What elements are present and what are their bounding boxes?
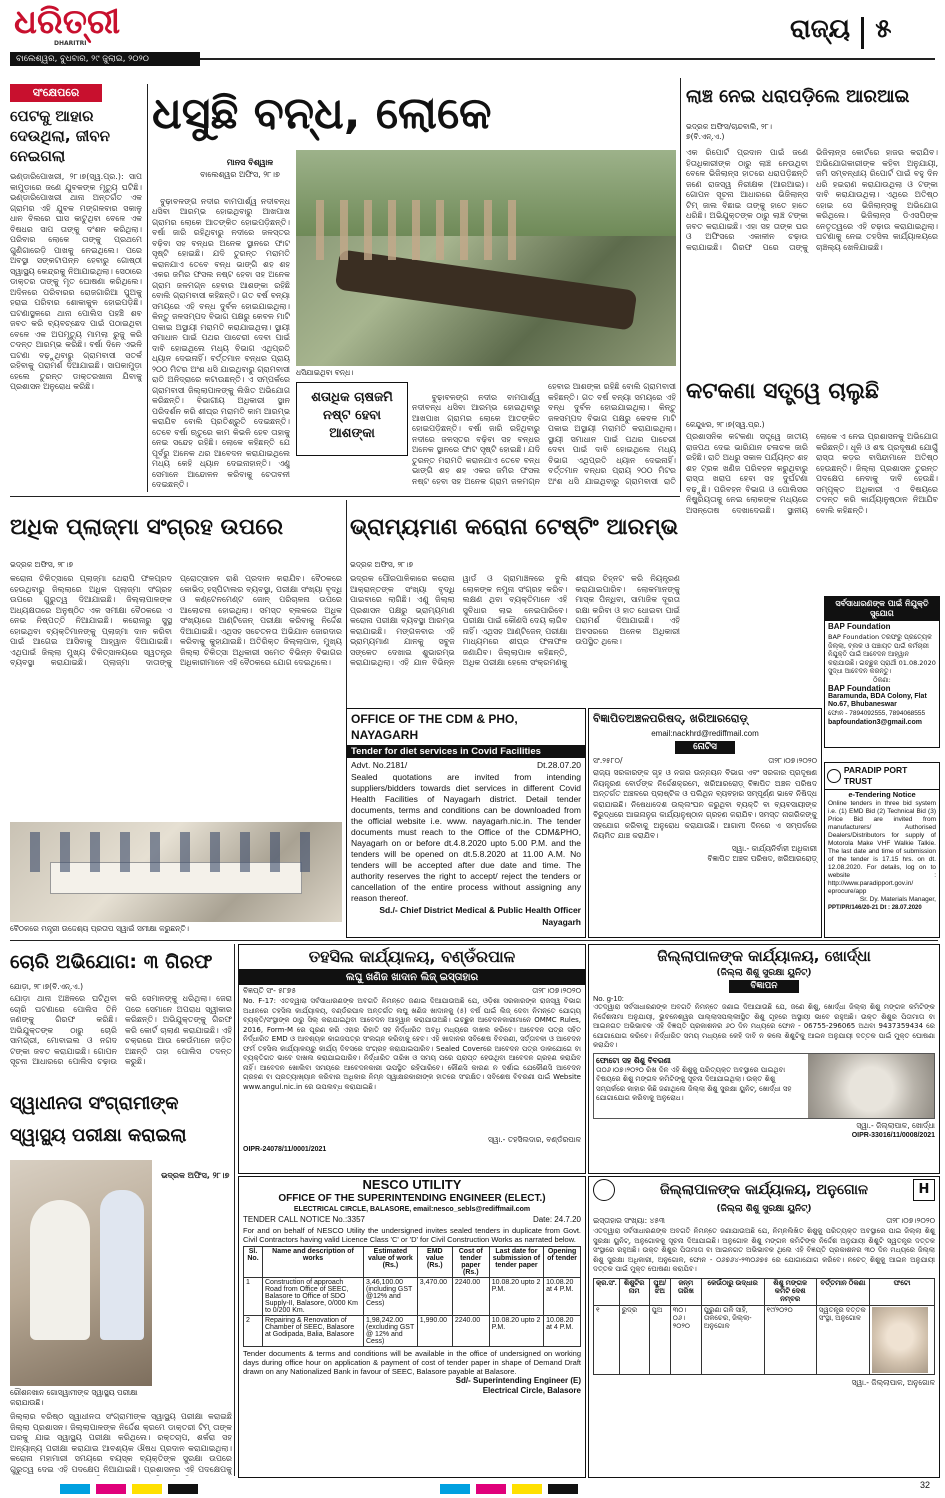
ad-khurda-ref: No. g-10: — [593, 994, 624, 1003]
ad-nesco — [238, 1176, 586, 1478]
ad-paradip — [824, 762, 940, 938]
ad-khariar-ref-row — [589, 756, 821, 766]
nesco-table — [243, 1246, 581, 1347]
color-bar-yellow-2 — [512, 1484, 542, 1494]
plasma-body: କରୋନା ଚିକିତ୍ସାରେ ପ୍ଲାଜ୍ମା ଥେରାପି ଫଳପ୍ରଦ ହେଉଥିବାରୁ ଜିଲ୍ଲାରେ ଅଧିକ ପ୍ଲାଜ୍ମା ସଂଗ୍ରହ ଉପରେ ଗୁରୁତ୍ୱ ଦିଆଯାଇଛି। ଜିଲ୍ଲାପାଳଙ୍କ ଅଧ୍ୟକ୍ଷତାରେ ଅନୁଷ୍ଠିତ ଏକ ସମୀକ୍ଷା ବୈଠକରେ ଏ ନେଇ ନିଷ୍ପତ୍ତି ନିଆଯାଇଛି। କରୋନାରୁ ସୁସ୍ଥ ହୋଇଥିବା ବ୍ୟକ୍ତିମାନଙ୍କୁ ପ୍ଲାଜ୍ମା ଦାନ କରିବା ପାଇଁ ଆଗେଇ ଆସିବାକୁ ଆହ୍ୱାନ ଦିଆଯାଇଛି। ଏଥିପାଇଁ ଜିଲ୍ଲା ମୁଖ୍ୟ ଚିକିତ୍ସାଳୟରେ ସ୍ୱତନ୍ତ୍ର ବ୍ୟବସ୍ଥା କରାଯାଇଛି। ପ୍ଲାଜ୍ମା ଦାତାଙ୍କୁ ପ୍ରୋତ୍ସାହନ ରାଶି ପ୍ରଦାନ କରାଯିବ। ବୈଠକରେ କୋଭିଡ୍ ହସ୍ପିଟାଲର ବ୍ୟବସ୍ଥା, ପରୀକ୍ଷା ସଂଖ୍ୟା ବୃଦ୍ଧି ଓ କଣ୍ଟେନମେଣ୍ଟ ଜୋନ୍ ପରିଚାଳନା ଉପରେ ଆଲୋଚନା ହୋଇଥିଲା। ସମସ୍ତ ବ୍ଲକରେ ଅଧିକ ସଂଖ୍ୟାରେ ଆଣ୍ଟିଜେନ୍ ପରୀକ୍ଷା କରିବାକୁ ନିର୍ଦ୍ଦେଶ ଦିଆଯାଇଛି। ଏଥିସହ ସଚେତନତା ଅଭିଯାନ ଜୋରଦାର କରିବାକୁ କୁହାଯାଇଛି। ଅତିରିକ୍ତ ଜିଲ୍ଲାପାଳ, ମୁଖ୍ୟ ଜିଲ୍ଲା ଚିକିତ୍ସା ଅଧିକାରୀ ସମେତ ବିଭିନ୍ନ ବିଭାଗର ଅଧିକାରୀମାନେ ଏହି ବୈଠକରେ ଯୋଗ ଦେଇଥିଲେ। — [10, 574, 342, 667]
section-label — [790, 6, 940, 52]
ad-nesco-office: OFFICE OF THE SUPERINTENDING ENGINEER (ELECT.) — [278, 1193, 546, 1204]
child-photo — [808, 1054, 934, 1118]
ad-khurda-ref2: OIPR-33016/11/0008/2021 — [851, 1131, 935, 1139]
table-cell: ପୁରୁଣା ଗଳି ସାହି, ତାଳଚେର, ଜିଲ୍ଲା-ଅନୁଗୋଳ — [701, 1305, 764, 1374]
table-cell: 1,98,242.00 (excluding GST @ 12% and Cess) — [364, 1316, 418, 1347]
plasma-headline: ଅଧିକ ପ୍ଲାଜ୍ମା ସଂଗ୍ରହ ଉପରେ — [10, 515, 284, 540]
angul-col-cwc: ଶିଶୁ ମଙ୍ଗଳ କମିଟି ଦେଶ ନମ୍ବର — [764, 1278, 816, 1305]
mobile-test-body: ଭଦ୍ରକ ପୌରପାଳିକାରେ କରୋନା ଆକ୍ରାନ୍ତଙ୍କ ସଂଖ୍ୟା ବୃଦ୍ଧି ପାଇବାରେ ଲାଗିଛି। ଏଣୁ ଜିଲ୍ଲା ପ୍ରଶାସନ ପକ୍ଷରୁ ଭ୍ରାମ୍ୟମାଣ କରୋନା ପରୀକ୍ଷା ବ୍ୟବସ୍ଥା ଆରମ୍ଭ କରାଯାଇଛି। ମଙ୍ଗଳବାର ଏହି ଭ୍ରାମ୍ୟମାଣ ଯାନକୁ ସବୁଜ ସଙ୍କେତ ଦେଖାଇ ଶୁଭାରମ୍ଭ କରାଯାଇଥିଲା। ଏହି ଯାନ ବିଭିନ୍ନ ୱାର୍ଡ ଓ ଗ୍ରାମାଞ୍ଚଳରେ ବୁଲି ଲୋକଙ୍କ ନମୁନା ସଂଗ୍ରହ କରିବ। ଲକ୍ଷଣ ଥିବା ବ୍ୟକ୍ତିମାନେ ଏହି ସୁବିଧାର ଲାଭ ନେଇପାରିବେ। ପରୀକ୍ଷା ପାଇଁ କୌଣସି ଦେୟ ଲାଗିବ ନାହିଁ। ଏଥିସହ ଆଣ୍ଟିଜେନ୍ ପରୀକ୍ଷା ମାଧ୍ୟମରେ ଶୀଘ୍ର ଫଳାଫଳ ଜଣାଯିବ। ଜିଲ୍ଲାପାଳ କହିଛନ୍ତି, ଅଧିକ ପରୀକ୍ଷା ହେଲେ ସଂକ୍ରମଣକୁ ଶୀଘ୍ର ଚିହ୍ନଟ କରି ନିୟନ୍ତ୍ରଣ କରାଯାଇପାରିବ। ଲୋକମାନଙ୍କୁ ମାସ୍କ ପିନ୍ଧିବା, ସାମାଜିକ ଦୂରତା ରକ୍ଷା କରିବା ଓ ହାତ ଧୋଇବା ପାଇଁ ପରାମର୍ଶ ଦିଆଯାଇଛି। ଏହି ଅବସରରେ ଅନେକ ଅଧିକାରୀ ଉପସ୍ଥିତ ଥିଲେ। — [350, 574, 680, 667]
ad-khurda-child-head: ଫୋଟୋ ସହ ଶିଶୁ ବିବରଣୀ — [596, 1055, 671, 1065]
ad-tahasil — [238, 944, 586, 1174]
ad-ppt-body: Online tenders in three bid system i.e. (1) EMD Bid (2) Technical Bid (3) Price Bid are invited from manufacturers/ Authorised Dealers/Distributors for supply of Motorola Make VHF Walkie Talkie. The last date and time of submission of the tender is 17.15 hrs. on dt. 12.08.2020. For details, log on to website : http://www.paradipport.gov.in/ eprocure/app — [828, 800, 936, 895]
table-cell: ସ୍ୱତନ୍ତ୍ର ଦତ୍ତକ ସଂସ୍ଥା, ଅନୁଗୋଳ — [816, 1305, 869, 1374]
transport-body: ପ୍ରଶାସନିକ କଟକଣା ସତ୍ତ୍ୱେ ଜାତୀୟ ରାଜପଥ ଦେଇ ଭାରିଯାନ ଚଳାଚଳ ଜାରି ରହିଛି। ରାତି ଅଧରୁ ସକାଳ ପର୍ଯ୍ୟନ୍ତ ଶହ ଶହ ଟ୍ରକ ଖଣିଜ ପରିବହନ କରୁଥିବାରୁ ରାସ୍ତା ଖରାପ ହେବା ସହ ଦୁର୍ଘଟଣା ବଢ଼ୁଛି। ପରିବହନ ବିଭାଗ ଓ ପୋଲିସର ନିଷ୍କ୍ରିୟତାକୁ ନେଇ ଲୋକଙ୍କ ମଧ୍ୟରେ ଅସନ୍ତୋଷ ଦେଖାଦେଇଛି। ସ୍ଥାନୀୟ ଲୋକେ ଏ ନେଇ ପ୍ରଶାସନକୁ ଅଭିଯୋଗ କରିଛନ୍ତି। ଧୂଳି ଓ ଶବ୍ଦ ପ୍ରଦୂଷଣ ଯୋଗୁଁ ରାସ୍ତା କଡ଼ର ବାସିନ୍ଦାମାନେ ଅତିଷ୍ଠ ହେଉଛନ୍ତି। ଜିଲ୍ଲା ପ୍ରଶାସନ ତୁରନ୍ତ ପଦକ୍ଷେପ ନେବାକୁ ଦାବି ହେଉଛି। ସମ୍ପୃକ୍ତ ଅଧିକାରୀ ଏ ବିଷୟରେ ତଦନ୍ତ କରି କାର୍ଯ୍ୟାନୁଷ୍ଠାନ ନିଆଯିବ ବୋଲି କହିଛନ୍ତି। — [686, 432, 938, 515]
lead-photo — [296, 150, 676, 366]
freedom-headline: ସ୍ୱାଧୀନତା ସଂଗ୍ରାମୀଙ୍କ ସ୍ୱାସ୍ଥ୍ୟ ପରୀକ୍ଷା କରାଇଲା — [10, 1093, 187, 1146]
ad-angul — [588, 1176, 940, 1478]
ad-khariar-notice: ନୋଟିସ — [675, 741, 735, 754]
nesco-col-emd: EMD value (Rs.) — [417, 1247, 452, 1278]
angul-table — [593, 1278, 935, 1375]
ad-angul-sign: ସ୍ୱା.- ଜିଲ୍ଲାପାଳ, ଅନୁଗୋଳ — [851, 1377, 935, 1387]
lead-body-continued: ବୁଢ଼ାବଳଙ୍ଗ ନଦୀର ବାମପାର୍ଶ୍ୱ ନଦୀବନ୍ଧ ଧସିବା ଆରମ୍ଭ ହୋଇଥିବାରୁ ଆଖପାଖ ଗ୍ରାମର ଲୋକେ ଆତଙ୍କିତ ହୋଇପଡ଼ିଛନ୍ତି। ବର୍ଷା ଜାରି ରହିଥିବାରୁ ନଦୀରେ ଜଳସ୍ତର ବଢ଼ିବା ସହ ବନ୍ଧର ଅନେକ ସ୍ଥାନରେ ଫାଟ ସୃଷ୍ଟି ହୋଇଛି। ଯଦି ତୁରନ୍ତ ମରାମତି କରାନଯାଏ ତେବେ ବନ୍ଧ ଭାଙ୍ଗି ଶହ ଶହ ଏକର ଜମିର ଫସଲ ନଷ୍ଟ ହେବା ସହ ଅନେକ ଗ୍ରାମ ଜଳମଗ୍ନ ହେବାର ଆଶଙ୍କା ରହିଛି ବୋଲି ଗ୍ରାମବାସୀ କହିଛନ୍ତି। ଗତ ବର୍ଷ ବନ୍ୟା ସମୟରେ ଏହି ବନ୍ଧ ଦୁର୍ବଳ ହୋଇଯାଇଥିଲା। କିନ୍ତୁ ଜଳସମ୍ପଦ ବିଭାଗ ପକ୍ଷରୁ କେବଳ ମାଟି ପକାଇ ଅସ୍ଥାୟୀ ମରାମତି କରାଯାଇଥିଲା। ସ୍ଥାୟୀ ସମାଧାନ ପାଇଁ ପଥର ପାଚେରୀ ଦେବା ପାଇଁ ଦାବି ହୋଇଥିଲେ ମଧ୍ୟ ବିଭାଗ ଏଥିପ୍ରତି ଧ୍ୟାନ ଦେଇନାହିଁ। ବର୍ତ୍ତମାନ ବନ୍ଧର ପ୍ରାୟ ୨୦୦ ମିଟର ଅଂଶ ଧସି ଯାଇଥିବାରୁ ଗ୍ରାମବାସୀ ରାତି — [412, 382, 676, 486]
ad-bap-title: ସର୍ବସାଧାରଣଙ୍କ ପାଇଁ ନିଯୁକ୍ତି ସୁଯୋଗ — [825, 597, 939, 621]
ad-ppt-subtitle: e-Tendering Notice — [848, 790, 916, 799]
ad-nesco-circle: ELECTRICAL CIRCLE, BALASORE, email:nesco_sebls@rediffmail.com — [293, 1206, 531, 1213]
emblem-icon — [593, 1179, 615, 1201]
section-name: ରାଜ୍ୟ — [790, 14, 851, 44]
ad-khurda-child-body: ତା୦୬।୦୭।୨୦୨୦ ରିଖ ଦିନ ଏହି ଶିଶୁକୁ ପରିତ୍ୟକ୍ତ ଅବସ୍ଥାରେ ପାଇଥିବା ବିଷୟରେ ଶିଶୁ ମଙ୍ଗଳ କମିଟିଙ୍କୁ ସୂଚନା ଦିଆଯାଇଥିଲା। ଉକ୍ତ ଶିଶୁ ସମ୍ପର୍କରେ କାହାର କିଛି ଜଣାଥିଲେ ଜିଲ୍ଲା ଶିଶୁ ସୁରକ୍ଷା ୟୁନିଟ୍, ଖୋର୍ଦ୍ଧା ସହ ଯୋଗାଯୋଗ କରିବାକୁ ଅନୁରୋଧ। — [596, 1065, 792, 1102]
ad-nesco-footer: Tender documents & terms and conditions will be available in the office of undersigned on working days during office hour on application & payment of cost of tender paper in shape of Demand Draft drawn on any Nationalized Bank in favour of SEEC, Balasore payable at Balasore. — [243, 1349, 581, 1376]
ad-khurda — [588, 944, 940, 1174]
table-cell: ୧ — [594, 1305, 620, 1374]
photo-man — [30, 1200, 90, 1340]
ad-nesco-date: Date: 24.7.20 — [532, 1215, 581, 1224]
freedom-body: ଜିଲ୍ଲାର ବରିଷ୍ଠ ସ୍ୱାଧୀନତା ସଂଗ୍ରାମୀଙ୍କ ସ୍ୱାସ୍ଥ୍ୟ ପରୀକ୍ଷା କରାଇଛି ଜିଲ୍ଲା ପ୍ରଶାସନ। ଜିଲ୍ଲାପାଳଙ୍କ ନିର୍ଦ୍ଦେଶ କ୍ରମେ ଡାକ୍ତରୀ ଟିମ୍ ତାଙ୍କ ଘରକୁ ଯାଇ ସ୍ୱାସ୍ଥ୍ୟ ପରୀକ୍ଷା କରିଥିଲେ। ରକ୍ତଚାପ, ଶର୍କରା ସହ ଅନ୍ୟାନ୍ୟ ପରୀକ୍ଷା କରାଯାଇ ଆବଶ୍ୟକ ଔଷଧ ପ୍ରଦାନ କରାଯାଇଥିଲା। କରୋନା ମହାମାରୀ ସମୟରେ ବୟସ୍କ ବ୍ୟକ୍ତିଙ୍କ ସୁରକ୍ଷା ଉପରେ ଗୁରୁତ୍ୱ ଦେଇ ଏହି ପଦକ୍ଷେପ ନିଆଯାଇଛି। ପ୍ରଶାସନର ଏହି ପଦକ୍ଷେପକୁ — [10, 1412, 232, 1474]
freedom-body-side — [156, 1160, 232, 1386]
ad-cdm-advt-row — [347, 758, 585, 772]
col-rule-2 — [680, 78, 681, 492]
ad-khurda-sign: ସ୍ୱା.- ଜିଲ୍ଲାପାଳ, ଖୋର୍ଦ୍ଧା — [856, 1120, 935, 1130]
ad-bap-org: BAP Foundation — [828, 622, 891, 631]
ad-bap-address-org: BAP Foundation — [828, 683, 891, 693]
table-cell: 2240.00 — [452, 1278, 489, 1316]
logo — [14, 4, 164, 48]
ad-khurda-subtitle: (ଜିଲ୍ଲା ଶିଶୁ ସୁରକ୍ଷା ୟୁନିଟ୍) — [716, 968, 812, 978]
nesco-col-opening: Opening of tender — [544, 1247, 581, 1278]
nesco-col-name: Name and description of works — [263, 1247, 364, 1278]
table-cell: 2 — [244, 1316, 263, 1347]
anchor-icon — [827, 769, 841, 783]
ad-cdm-nayagarh — [346, 708, 586, 938]
ad-tahasil-date: ତା୨୮।୦୭।୨୦୨୦ — [532, 986, 581, 995]
table-cell: ରୁଦ୍ର — [619, 1305, 649, 1374]
dateline-bar — [10, 52, 200, 66]
ad-cdm-place: Nayagarh — [542, 917, 581, 927]
lead-body-cont — [412, 382, 676, 492]
photo-people — [316, 200, 516, 260]
ad-bap-body: BAP Foundation ତରଫରୁ ପ୍ରତ୍ୟେକ ଜିଲ୍ଲା, ବ୍ଲକ ଓ ପଞ୍ଚାୟତ ପାଇଁ କର୍ମଚାରୀ ନିଯୁକ୍ତି ପାଇଁ ଆବେଦନ ଆହ୍ୱାନ କରାଯାଉଛି। ଇଚ୍ଛୁକ ପ୍ରାର୍ଥୀ 01.08.2020 ସୁଦ୍ଧା ଆବେଦନ କରନ୍ତୁ। — [828, 633, 936, 675]
bribe-body: ଏକ ରିପୋର୍ଟ ପ୍ରଦାନ ପାଇଁ ଜଣେ ହିତାଧିକାରୀଙ୍କ ଠାରୁ ଲାଞ୍ଚ ନେଉଥିବା ବେଳେ ଭିଜିଲାନ୍ସ ହାତରେ ଧରାପଡ଼ିଛନ୍ତି ଜଣେ ରାଜସ୍ୱ ନିରୀକ୍ଷକ (ଆରଆଇ)। ଗୋପନ ସୂଚନା ଆଧାରରେ ଭିଜିଲାନ୍ସ ଟିମ୍ ଜାଲ ବିଛାଇ ତାଙ୍କୁ ହାତେ ହାତେ ଧରିଛି। ଅଭିଯୁକ୍ତଙ୍କ ଠାରୁ ଲାଞ୍ଚ ଟଙ୍କା ଜବତ କରାଯାଇଛି। ଏହା ସହ ତାଙ୍କ ଘର ଓ ଅଫିସରେ ଏକାଳୀନ ଚଢ଼ାଉ କରାଯାଇଛି। ଗିରଫ ପରେ ତାଙ୍କୁ ଭିଜିଲାନ୍ସ କୋର୍ଟରେ ହାଜର କରାଯିବ। ଅଭିଯୋଗକାରୀଙ୍କ କହିବା ଅନୁଯାୟୀ, ଜମି ସମ୍ବନ୍ଧୀୟ ରିପୋର୍ଟ ପାଇଁ ବହୁ ଦିନ ଧରି ହଇରାଣ କରାଯାଉଥିଲା ଓ ଟଙ୍କା ଦାବି କରାଯାଉଥିଲା। ଏଥିରେ ଅତିଷ୍ଠ ହୋଇ ସେ ଭିଜିଲାନ୍ସକୁ ଅଭିଯୋଗ କରିଥିଲେ। ଭିଜିଲାନ୍ସ ଡିଏସପିଙ୍କ ନେତୃତ୍ୱରେ ଏହି ଚଢ଼ାଉ କରାଯାଇଥିଲା। ଘଟଣାକୁ ନେଇ ତହସିଲ କାର୍ଯ୍ୟାଳୟରେ ଚାଞ୍ଚଲ୍ୟ ଖେଳିଯାଇଛି। — [686, 148, 938, 252]
ad-tahasil-subtitle: ଲଘୁ ଖଣିଜ ଖାଦାନ ଲିଜ୍ ଇସ୍ତାହାର — [239, 970, 585, 985]
lead-photo-caption: ଧସିଯାଇଥିବା ବନ୍ଧ। — [296, 368, 354, 377]
transport-headline: କଟକଣା ସତ୍ତ୍ୱେ ଚାଲୁଛି — [686, 379, 880, 404]
ad-angul-date: ତା୨୮।୦୭।୨୦୨୦ — [886, 1216, 935, 1225]
brief-headline: ପେଟକୁ ଆହାର ଦେଉଥିଲା, ଜୀବନ ନେଇଗଲା — [10, 107, 110, 165]
ad-nesco-notice-no: TENDER CALL NOTICE No.:3357 — [243, 1215, 365, 1224]
angul-col-dob: ଜନ୍ମ ତାରିଖ — [670, 1278, 701, 1305]
ad-cdm-advt: Advt. No.2181/ — [351, 760, 408, 770]
ad-angul-subtitle: (ଜିଲ୍ଲା ଶିଶୁ ସୁରକ୍ଷା ୟୁନିଟ୍) — [716, 1204, 812, 1214]
theft-body: ଯୋଡ଼ା ଥାନା ଅଞ୍ଚଳରେ ଘଟିଥିବା ଚୋରି ଘଟଣାରେ ପୋଲିସ ତିନି ଜଣଙ୍କୁ ଗିରଫ କରିଛି। ଅଭିଯୁକ୍ତଙ୍କ ଠାରୁ ଚୋରି ସାମଗ୍ରୀ, ମୋବାଇଲ ଓ ନଗଦ ଟଙ୍କା ଜବତ କରାଯାଇଛି। ଗୋପନ ସୂଚନା ଆଧାରରେ ପୋଲିସ ଚଢ଼ାଉ କରି ସେମାନଙ୍କୁ ଧରିଥିଲା। ଜେରା ପରେ ସେମାନେ ଅପରାଧ ସ୍ୱୀକାର କରିଛନ୍ତି। ଅଭିଯୁକ୍ତଙ୍କୁ ଗିରଫ କରି କୋର୍ଟ ଚାଲାଣ କରାଯାଇଛି। ଏହି ଚକ୍ରରେ ଆଉ କେଉଁମାନେ ଜଡ଼ିତ ଅଛନ୍ତି ତାହା ପୋଲିସ ତଦନ୍ତ କରୁଛି। — [10, 994, 232, 1066]
ad-khurda-tag: ବିଜ୍ଞାପନ — [729, 980, 799, 993]
ad-nesco-notice-row — [239, 1214, 585, 1226]
table-row — [244, 1316, 581, 1347]
angul-col-name: ଶିଶୁଟିର ନାମ — [619, 1278, 649, 1305]
ad-khurda-child-box — [593, 1053, 935, 1119]
ad-khariar — [588, 708, 822, 938]
ad-khariar-title: ବିଜ୍ଞାପିତଅଞ୍ଚଳପରିଷଦ୍, ଖରିଆରରୋଡ଼୍ — [593, 712, 748, 725]
ad-tahasil-sign: ସ୍ୱା.- ତହସିଲଦାର, ବଣ୍ଡଁରପାଳ — [488, 1135, 581, 1144]
color-bar-cyan-2 — [440, 1484, 470, 1494]
ad-tahasil-title: ତହସିଲ କାର୍ଯ୍ୟାଳୟ, ବଣ୍ଡଁରପାଳ — [239, 945, 585, 970]
angul-col-gender: ପୁଅ/ଝିଅ — [649, 1278, 670, 1305]
brief-body: ଭଣ୍ଡାରିପୋଖରୀ, ୨୮।୭(ସ୍ୱ.ପ୍ର.): ସାପ କାମୁଡ଼ାରେ ଜଣେ ଯୁବକଙ୍କ ମୃତ୍ୟୁ ଘଟିଛି। ଭଣ୍ଡାରିପୋଖରୀ ଥାନା ଅନ୍ତର୍ଗତ ଏକ ଗ୍ରାମର ଏହି ଯୁବକ ମଙ୍ଗଳବାର ସକାଳୁ ଧାନ ବିଲରେ ଘାସ କାଟୁଥିବା ବେଳେ ଏକ ବିଷଧର ସାପ ତାଙ୍କୁ ଦଂଶନ କରିଥିଲା। ପରିବାର ଲୋକେ ତାଙ୍କୁ ପ୍ରଥମେ ଗୁଣିଗାରେଡ଼ି ପାଖକୁ ନେଇଥିଲେ। ପରେ ଅବସ୍ଥା ସଙ୍କଟାପନ୍ନ ହେବାରୁ ଗୋଷ୍ଠୀ ସ୍ୱାସ୍ଥ୍ୟ କେନ୍ଦ୍ରକୁ ନିଆଯାଇଥିଲା। ସେଠାରେ ଡାକ୍ତର ତାଙ୍କୁ ମୃତ ଘୋଷଣା କରିଥିଲେ। ଅଦିନରେ ପରିବାରର ରୋଜଗାରିଆ ପୁଅକୁ ହରାଇ ପରିବାର ଶୋକାକୁଳ ହୋଇପଡ଼ିଛି। ଘଟଣାସ୍ଥଳରେ ଥାନା ପୋଲିସ ପହଞ୍ଚି ଶବ ଜବତ କରି ବ୍ୟବଚ୍ଛେଦ ପାଇଁ ପଠାଇଥିବା ବେଳେ ଏକ ଅପମୃତ୍ୟୁ ମାମଲା ରୁଜୁ କରି ତଦନ୍ତ ଆରମ୍ଭ କରିଛି। ବର୍ଷା ଦିନେ ଏଭଳି ଘଟଣା ବଢ଼ୁଥିବାରୁ ଗ୍ରାମବାସୀ ସତର୍କ ରହିବାକୁ ପରାମର୍ଶ ଦିଆଯାଇଛି। ସାପକାମୁଡ଼ା ହେଲେ ତୁରନ୍ତ ଡାକ୍ତରଖାନା ଯିବାକୁ ପ୍ରଶାସନ ଅନୁରୋଧ କରିଛି। — [10, 172, 142, 391]
brief-tag — [10, 84, 102, 102]
ad-tahasil-ref2: OIPR-24078/11/0001/2021 — [243, 1146, 327, 1153]
ad-ppt-header — [825, 763, 939, 790]
logo-subtext: DHARITRI — [54, 40, 87, 47]
page-number: ୫ — [875, 14, 892, 44]
nesco-col-cost: Cost of tender paper (Rs.) — [452, 1247, 489, 1278]
plasma-photo — [10, 822, 342, 922]
ad-bap-phone: ଫୋନ - 7894092555, 7894068555 — [828, 709, 926, 717]
ad-khurda-title: ଜିଲ୍ଲାପାଳଙ୍କ କାର୍ଯ୍ୟାଳୟ, ଖୋର୍ଦ୍ଧା — [657, 947, 871, 965]
ad-khariar-ref: ସଂ.୨୫୮୦/ — [593, 756, 623, 765]
nesco-col-lastdate: Last date for submission of tender paper — [489, 1247, 543, 1278]
table-cell: 1 — [244, 1278, 263, 1316]
freedom-photo — [10, 1160, 152, 1386]
angul-col-address: ବର୍ତ୍ତମାନ ଠିକଣା — [816, 1278, 869, 1305]
lead-body-col1 — [152, 186, 290, 492]
lead-pull-quote — [296, 382, 408, 456]
table-cell: 1,990.00 — [417, 1316, 452, 1347]
ad-tahasil-ref: ବିଜ୍ଞପ୍ତି ସଂ- ୫୮୭୫ — [243, 986, 297, 995]
footer — [0, 1478, 945, 1498]
photo-crack — [335, 249, 638, 330]
ad-khariar-date: ତା୨୮।୦୭।୨୦୨୦ — [768, 756, 817, 765]
ad-khariar-email: email:nackhrd@rediffmail.com — [651, 729, 759, 738]
ad-bap-address-head: ଠିକଣା: — [873, 675, 891, 684]
color-bar-yellow — [132, 1484, 162, 1494]
plasma-dateline: ଭଦ୍ରକ ଅଫିସ, ୨୮।୭ — [10, 560, 74, 569]
ad-tahasil-body: No. F-17: ଏତଦ୍ୱାରା ସର୍ବସାଧାରଣଙ୍କ ଅବଗତି ନିମନ୍ତେ ଜଣାଇ ଦିଆଯାଉଅଛି ଯେ, ଓଡ଼ିଶା ସରକାରଙ୍କ ରାଜସ୍ୱ ବିଭାଗ ଅଧୀନରେ ତହସିଲ କାର୍ଯ୍ୟାଳୟ, ବଣ୍ଡଁରପାଳ ଅନ୍ତର୍ଗତ ଲଘୁ ଖଣିଜ ଖାଦାନକୁ (୫) ବର୍ଷ ପାଇଁ ଲିଜ୍ ଦେବା ନିମନ୍ତେ ଯୋଗ୍ୟ ବ୍ୟକ୍ତି/ସଂସ୍ଥାଙ୍କ ଠାରୁ ସିଲ୍ କରାଯାଇଥିବା ଆବେଦନ ଆହ୍ୱାନ କରାଯାଉଅଛି। ଇଚ୍ଛୁକ ଆବେଦନକାରୀମାନେ OMMC Rules, 2016, Form-M ରେ ପୂରଣ କରି ଏହାର ରିହାତି ସହ ନିର୍ଦ୍ଧାରିତ ଅବଧି ମଧ୍ୟରେ ଦାଖଲ କରିବେ। ଆବେଦନ ପତ୍ର ସହିତ ନିର୍ଦ୍ଧାରିତ EMD ଓ ଆବଶ୍ୟକ କାଗଜପତ୍ର ସଂଲଗ୍ନ କରିବାକୁ ହେବ। ଏହି ଖାଦାନର ସବିଶେଷ ବିବରଣୀ, ସର୍ତ୍ତାବଳୀ ଓ ଆବେଦନ ଫର୍ମ ତହସିଲ କାର୍ଯ୍ୟାଳୟରୁ କାର୍ଯ୍ୟ ଦିବସରେ ସଂଗ୍ରହ କରାଯାଇପାରିବ। Sealed Coverରେ ଆବେଦନ ପତ୍ର ଡାକଯୋଗେ ବା ବ୍ୟକ୍ତିଗତ ଭାବେ ଦାଖଲ କରାଯାଇପାରିବ। ନିର୍ଦ୍ଧାରିତ ତାରିଖ ଓ ସମୟ ପରେ ପ୍ରାପ୍ତ ହେଉଥିବା ଆବେଦନ ଗ୍ରହଣ କରାଯିବ ନାହିଁ। ଆବେଦନ ଖୋଲିବା ସମୟରେ ଆବେଦନକାରୀ ଉପସ୍ଥିତ ରହିପାରିବେ। କୌଣସି କାରଣ ନ ଦର୍ଶାଇ ଯେକୌଣସି ଆବେଦନ ଗ୍ରହଣ ବା ପ୍ରତ୍ୟାଖ୍ୟାନ କରିବାର ଅଧିକାର ନିମ୍ନ ସ୍ୱାକ୍ଷରକାରୀଙ୍କ ହାତରେ ସଂରକ୍ଷିତ। ସବିଶେଷ ବିବରଣୀ ପାଇଁ Website www.angul.nic.in ରେ ଉପଲବ୍ଧ କରାଯାଇଛି। — [243, 997, 581, 1091]
ad-bap-email: bapfoundation3@gmail.com — [828, 718, 922, 726]
color-bar-magenta-2 — [476, 1484, 506, 1494]
angul-col-photo: ଫଟୋ — [870, 1278, 935, 1305]
col-rule-4 — [234, 944, 235, 1476]
bribe-headline: ଲାଞ୍ଚ ନେଇ ଧରାପଡ଼ିଲେ ଆରଆଇ — [686, 86, 910, 107]
ad-cdm-sign: Sd./- Chief District Medical & Public Health Officer — [379, 905, 581, 915]
lead-dateline: ବାଲେଶ୍ୱର ଅଫିସ, ୨୮।୭ — [200, 170, 280, 179]
footer-page: 32 — [920, 1480, 931, 1490]
lead-body: ବୁଢ଼ାବଳଙ୍ଗ ନଦୀର ବାମପାର୍ଶ୍ୱ ନଦୀବନ୍ଧ ଧସିବା ଆରମ୍ଭ ହୋଇଥିବାରୁ ଆଖପାଖ ଗ୍ରାମର ଲୋକେ ଆତଙ୍କିତ ହୋଇପଡ଼ିଛନ୍ତି। ବର୍ଷା ଜାରି ରହିଥିବାରୁ ନଦୀରେ ଜଳସ୍ତର ବଢ଼ିବା ସହ ବନ୍ଧର ଅନେକ ସ୍ଥାନରେ ଫାଟ ସୃଷ୍ଟି ହୋଇଛି। ଯଦି ତୁରନ୍ତ ମରାମତି କରାନଯାଏ ତେବେ ବନ୍ଧ ଭାଙ୍ଗି ଶହ ଶହ ଏକର ଜମିର ଫସଲ ନଷ୍ଟ ହେବା ସହ ଅନେକ ଗ୍ରାମ ଜଳମଗ୍ନ ହେବାର ଆଶଙ୍କା ରହିଛି ବୋଲି ଗ୍ରାମବାସୀ କହିଛନ୍ତି। ଗତ ବର୍ଷ ବନ୍ୟା ସମୟରେ ଏହି ବନ୍ଧ ଦୁର୍ବଳ ହୋଇଯାଇଥିଲା। କିନ୍ତୁ ଜଳସମ୍ପଦ ବିଭାଗ ପକ୍ଷରୁ କେବଳ ମାଟି ପକାଇ ଅସ୍ଥାୟୀ ମରାମତି କରାଯାଇଥିଲା। ସ୍ଥାୟୀ ସମାଧାନ ପାଇଁ ପଥର ପାଚେରୀ ଦେବା ପାଇଁ ଦାବି ହୋଇଥିଲେ ମଧ୍ୟ ବିଭାଗ ଏଥିପ୍ରତି ଧ୍ୟାନ ଦେଇନାହିଁ। ବର୍ତ୍ତମାନ ବନ୍ଧର ପ୍ରାୟ ୨୦୦ ମିଟର ଅଂଶ ଧସି ଯାଇଥିବାରୁ ଗ୍ରାମବାସୀ ରାତି ଅନିଦ୍ରାରେ କଟାଉଛନ୍ତି। ଏ ସମ୍ପର୍କରେ ଗ୍ରାମବାସୀ ଜିଲ୍ଲାପାଳଙ୍କୁ ଲିଖିତ ଅଭିଯୋଗ କରିଛନ୍ତି। ବିଭାଗୀୟ ଅଧିକାରୀ ସ୍ଥାନ ପରିଦର୍ଶନ କରି ଶୀଘ୍ର ମରାମତି କାମ ଆରମ୍ଭ କରାଯିବ ବୋଲି ପ୍ରତିଶ୍ରୁତି ଦେଇଛନ୍ତି। ତେବେ ବର୍ଷା ଋତୁରେ କାମ କିଭଳି ହେବ ତାହାକୁ ନେଇ ସନ୍ଦେହ ରହିଛି। ଲୋକେ କହିଛନ୍ତି ଯେ ପୂର୍ବରୁ ଅନେକ ଥର ଆବେଦନ କରାଯାଇଥିଲେ ମଧ୍ୟ କେହି ଧ୍ୟାନ ଦେଇନାହାନ୍ତି। ଏଣୁ ସେମାନେ ଆନ୍ଦୋଳନ କରିବାକୁ ଚେତାବନୀ ଦେଇଛନ୍ତି। — [152, 196, 290, 489]
ad-nesco-sign: Sd/- Superintending Engineer (E) — [455, 1376, 581, 1385]
freedom-dateline: ଭଦ୍ରକ ଅଫିସ, ୨୮।୭ — [161, 1170, 230, 1180]
ad-khariar-body: ରାଜ୍ୟ ସରକାରଙ୍କ ଗୃହ ଓ ନଗର ଉନ୍ନୟନ ବିଭାଗ ଏବଂ ସରକାର ପ୍ରଦୂଷଣ ନିୟନ୍ତ୍ରଣ ବୋର୍ଡଙ୍କ ନିର୍ଦ୍ଦେଶକ୍ରମେ, ଖରିଆରରୋଡ଼୍ ବିଜ୍ଞାପିତ ଅଞ୍ଚଳ ପରିଷଦ ଅନ୍ତର୍ଗତ ଅଞ୍ଚଳରେ ପ୍ଲାଷ୍ଟିକ ଓ ପଲିଥିନ ବ୍ୟବହାର ସମ୍ପୂର୍ଣ୍ଣ ଭାବେ ନିଷିଦ୍ଧ କରାଯାଇଛି। ନିଷେଧାଦେଶ ଉଲ୍ଲଂଘନ କରୁଥିବା ବ୍ୟକ୍ତି ବା ବ୍ୟବସାୟୀଙ୍କ ବିରୁଦ୍ଧରେ ଆଇନାନୁଗ କାର୍ଯ୍ୟାନୁଷ୍ଠାନ ଗ୍ରହଣ କରାଯିବ। ସମସ୍ତ ନାଗରିକଙ୍କୁ ସହଯୋଗ କରିବାକୁ ଅନୁରୋଧ କରାଯାଉଛି। ଆଗାମୀ ଦିନରେ ଏ ସମ୍ପର୍କରେ ନିୟମିତ ଯାଞ୍ଚ କରାଯିବ। — [593, 768, 817, 840]
ad-angul-ref-row — [589, 1215, 939, 1227]
table-cell: 10.08.20 at 4 P.M. — [544, 1278, 581, 1316]
mobile-test-dateline: ଭଦ୍ରକ ଅଫିସ, ୨୮।୭ — [350, 560, 414, 569]
ad-ppt-title: PARADIP PORT TRUST — [843, 765, 908, 786]
ad-cdm-date: Dt.28.07.20 — [537, 760, 581, 770]
ad-nesco-sign2: Electrical Circle, Balasore — [482, 1386, 581, 1395]
table-row — [594, 1305, 935, 1374]
ad-angul-body: ଏତଦ୍ୱାରା ସର୍ବସାଧାରଣଙ୍କ ଅବଗତି ନିମନ୍ତେ ଜଣାଯାଉଅଛି ଯେ, ନିମ୍ନଲିଖିତ ଶିଶୁକୁ ପରିତ୍ୟକ୍ତ ଅବସ୍ଥାରେ ପାଇ ଜିଲ୍ଲା ଶିଶୁ ସୁରକ୍ଷା ୟୁନିଟ୍, ଅନୁଗୋଳକୁ ସୂଚନା ଦିଆଯାଇଛି। ଅନୁଗୋଳ ଶିଶୁ ମଙ୍ଗଳ କମିଟିଙ୍କ ନିର୍ଦ୍ଦେଶ ଅନୁଯାୟୀ ଶିଶୁଟି ସ୍ୱତନ୍ତ୍ର ଦତ୍ତକ ସଂସ୍ଥାରେ ରହୁଅଛି। ଉକ୍ତ ଶିଶୁର ପିତାମାତା ବା ଆଇନଗତ ଅଭିଭାବକ ଥିଲେ ଏହି ବିଜ୍ଞପ୍ତି ପ୍ରକାଶନର ୩୦ ଦିନ ମଧ୍ୟରେ ଜିଲ୍ଲା ଶିଶୁ ସୁରକ୍ଷା ଅଧିକାରୀ, ଅନୁଗୋଳ, ଫୋନ - ୦୬୭୬୪-୨୩୦୬୭୫ ରେ ଯୋଗାଯୋଗ କରିବେ। ନଚେତ୍ ଶିଶୁକୁ ଆଇନ ଅନୁଯାୟୀ ଦତ୍ତକ ପାଇଁ ମୁକ୍ତ ଘୋଷଣା କରାଯିବ। — [593, 1227, 935, 1273]
ad-angul-header — [589, 1177, 939, 1203]
ad-ppt-ref: PPT/PR/146/20-21 Dt : 28.07.2020 — [828, 905, 922, 911]
ad-tahasil-ref-row — [239, 985, 585, 997]
brief-tag-label: ସଂକ୍ଷେପରେ — [32, 86, 80, 99]
transport-dateline: କେନ୍ଦୁଝର, ୨୮।୭(ସ୍ୱ.ପ୍ର.) — [686, 420, 765, 429]
freedom-photo-caption: ରୌଶନଖାନ ଗୋସ୍ୱାମୀଙ୍କ ସ୍ୱାସ୍ଥ୍ୟ ପରୀକ୍ଷା କରାଯାଉଛି। — [10, 1388, 138, 1407]
col-rule-1 — [147, 84, 148, 492]
row-rule-2 — [10, 940, 938, 941]
masthead-rule — [200, 58, 935, 60]
section-divider — [861, 17, 864, 49]
logo-text: ଧରିତ୍ରୀ — [14, 4, 121, 42]
table-cell: 2240.00 — [452, 1316, 489, 1347]
color-bar-black — [168, 1484, 198, 1494]
table-cell: 10.08.20 upto 2 P.M. — [489, 1278, 543, 1316]
ad-nesco-title: NESCO UTILITY — [362, 1177, 462, 1192]
lead-byline: ମାନସ ବିଶ୍ୱାଳ — [226, 158, 274, 167]
ad-angul-ref: ଇସ୍ତାହାର ସଂଖ୍ୟା: ୪୫୩ — [593, 1216, 665, 1225]
ad-ppt-sign: Sr. Dy. Materials Manager, — [859, 896, 936, 903]
ad-angul-title: ଜିଲ୍ଲାପାଳଙ୍କ କାର୍ଯ୍ୟାଳୟ, ଅନୁଗୋଳ — [659, 1182, 869, 1198]
ad-khurda-child-text — [594, 1054, 808, 1118]
ad-khurda-body: ଏତଦ୍ୱାରା ସର୍ବସାଧାରଣଙ୍କ ଅବଗତି ନିମନ୍ତେ ଜଣାଇ ଦିଆଯାଉଛି ଯେ, ଜଣେ ଶିଶୁ, ଖୋର୍ଦ୍ଧା ଜିଲ୍ଲା ଶିଶୁ ମଙ୍ଗଳ କମିଟିଙ୍କ ନିର୍ଦ୍ଦେଶନାମା ଅନୁଯାୟୀ, ଭୁବନେଶ୍ୱର ପାଲ୍ଲାସପଲ୍ଲୀସ୍ଥିତ ଶିଶୁ ଗୃହରେ ଅସ୍ଥାୟୀ ଭାବେ ରହୁଅଛି। ଉକ୍ତ ଶିଶୁର ପିତାମାତା ବା ଆଇନଗତ ଅଭିଭାବକ ଏହି ବିଜ୍ଞପ୍ତି ପ୍ରକାଶନର ୬୦ ଦିନ ମଧ୍ୟରେ ଫୋନ - 06755-296065 ଅଥବା 9437359434 ରେ ଯୋଗାଯୋଗ କରିବେ। ନିର୍ଦ୍ଧାରିତ ସମୟ ମଧ୍ୟରେ କେହି ଦାବି ନ କଲେ ଶିଶୁଟିକୁ ଆଇନ ଅନୁଯାୟୀ ଦତ୍ତକ ପାଇଁ ମୁକ୍ତ ଘୋଷଣା କରାଯିବ। — [593, 1003, 935, 1049]
ad-cdm-body: Sealed quotations are invited from intending suppliers/bidders towards diet services in different Covid Health Facilities of Nayagarh district. Detail tender documents, terms and conditions can be downloaded from the official website i.e. www. nayagarh.nic.in. The tender documents must reach to the Office of the CDM&PHO, Nayagarh on or before dt.4.8.2020 upto 5.00 P.M. and the tenders will be opened on dt.5.8.2020 at 11.00 A.M. No tenders will be accepted after due date and time. The authority reserves the right to accept/ reject the tenders or cancellation of the entire process without assigning any reason thereof. — [351, 772, 581, 903]
photo-doctor — [100, 1190, 144, 1340]
theft-dateline: ଯୋଡ଼ା, ୨୮।୭(ବି.ଏନ୍.ଏ.) — [10, 982, 84, 991]
nesco-table-header — [244, 1247, 581, 1278]
table-cell: ୩୦।୦୬।୨୦୨୦ — [670, 1305, 701, 1374]
lead-headline: ଧସୁଛି ବନ୍ଧ, ଲୋକେ — [152, 88, 492, 139]
row-rule-1 — [10, 496, 680, 497]
bribe-dateline: ଭଦ୍ରକ ଅଫିସ/ଚାନ୍ଦବାଲି, ୨୮।୭(ବି.ଏନ୍.ଏ.) — [686, 122, 772, 141]
ad-khariar-sign: ସ୍ୱା.- କାର୍ଯ୍ୟନିର୍ବାହୀ ଅଧିକାରୀ — [731, 843, 817, 853]
plasma-photo-caption: ବୈଠକରେ ମନ୍ତ୍ରୀ ଉଦ୍ଦେଶ୍ୟ ପ୍ରତାପ ସ୍ୱାଇଁ ସମୀକ୍ଷା କରୁଛନ୍ତି। — [10, 924, 190, 933]
ad-cdm-title: OFFICE OF THE CDM & PHO, NAYAGARH — [351, 712, 518, 742]
color-bar-magenta — [96, 1484, 126, 1494]
table-cell: 3,470.00 — [417, 1278, 452, 1316]
ad-cdm-subtitle: Tender for diet services in Covid Facilities — [347, 745, 585, 758]
angul-col-found: କେଉଁଠାରୁ ଉଦ୍ଧାର — [701, 1278, 764, 1305]
table-cell-photo — [870, 1305, 935, 1374]
ad-khariar-place: ବିଜ୍ଞାପିତ ଅଞ୍ଚଳ ପରିଷଦ, ଖରିଆରରୋଡ଼୍ — [707, 853, 817, 863]
table-cell: Repairing & Renovation of Chamber of SEEC, Balasore at Godipada, Balia, Balasore — [263, 1316, 364, 1347]
pull-quote-text: ଶତାଧିକ ଚାଷଜମି ନଷ୍ଟ ହେବା ଆଶଙ୍କା — [311, 390, 393, 441]
table-cell: ପୁଅ — [649, 1305, 670, 1374]
angul-table-header — [594, 1278, 935, 1305]
table-cell: 10.08.20 upto 2 P.M. — [489, 1316, 543, 1347]
nesco-col-sl: Sl. No. — [244, 1247, 263, 1278]
photo-attendees — [30, 832, 330, 872]
nesco-col-value: Estimated value of work (Rs.) — [364, 1247, 418, 1278]
table-cell: ୧୯/୨୦୨୦ — [764, 1305, 816, 1374]
masthead-dateline: ବାଲେଶ୍ୱର, ବୁଧବାର, ୨୯ ଜୁଲାଇ, ୨୦୨୦ — [16, 54, 149, 64]
ad-nesco-intro: For and on behalf of NESCO Utility the undersigned invites sealed tenders in duplicate from Govt. Civil Contractors having valid Licence Class 'C' or 'D' for Civil Construction Works as narrated below. — [243, 1226, 581, 1244]
table-cell: Construction of approach Road from Office of SEEC, Balasore to Office of SDO Supply-II, Balasore, 0/000 Km to 0/200 Km. — [263, 1278, 364, 1316]
mobile-test-headline: ଭ୍ରାମ୍ୟମାଣ କରୋନା ଟେଷ୍ଟିଂ ଆରମ୍ଭ — [350, 515, 679, 540]
table-cell: 10.08.20 at 4 P.M. — [544, 1316, 581, 1347]
ad-bap-address: Baramunda, BDA Colony, Flat No.67, Bhubaneswar — [828, 692, 927, 708]
table-cell: 3,46,100.00 (including GST @12% and Cess) — [364, 1278, 418, 1316]
table-row — [244, 1278, 581, 1316]
theft-headline: ଚୋରି ଅଭିଯୋଗ: ୩ ଗିରଫ — [10, 951, 213, 973]
infant-photo — [872, 1307, 928, 1373]
ad-bap — [824, 596, 940, 748]
logo-h-icon: H — [913, 1179, 935, 1201]
color-bar-black-2 — [548, 1484, 578, 1494]
angul-col-sl: କ୍ର.ସଂ. — [594, 1278, 620, 1305]
color-bar-cyan — [60, 1484, 90, 1494]
